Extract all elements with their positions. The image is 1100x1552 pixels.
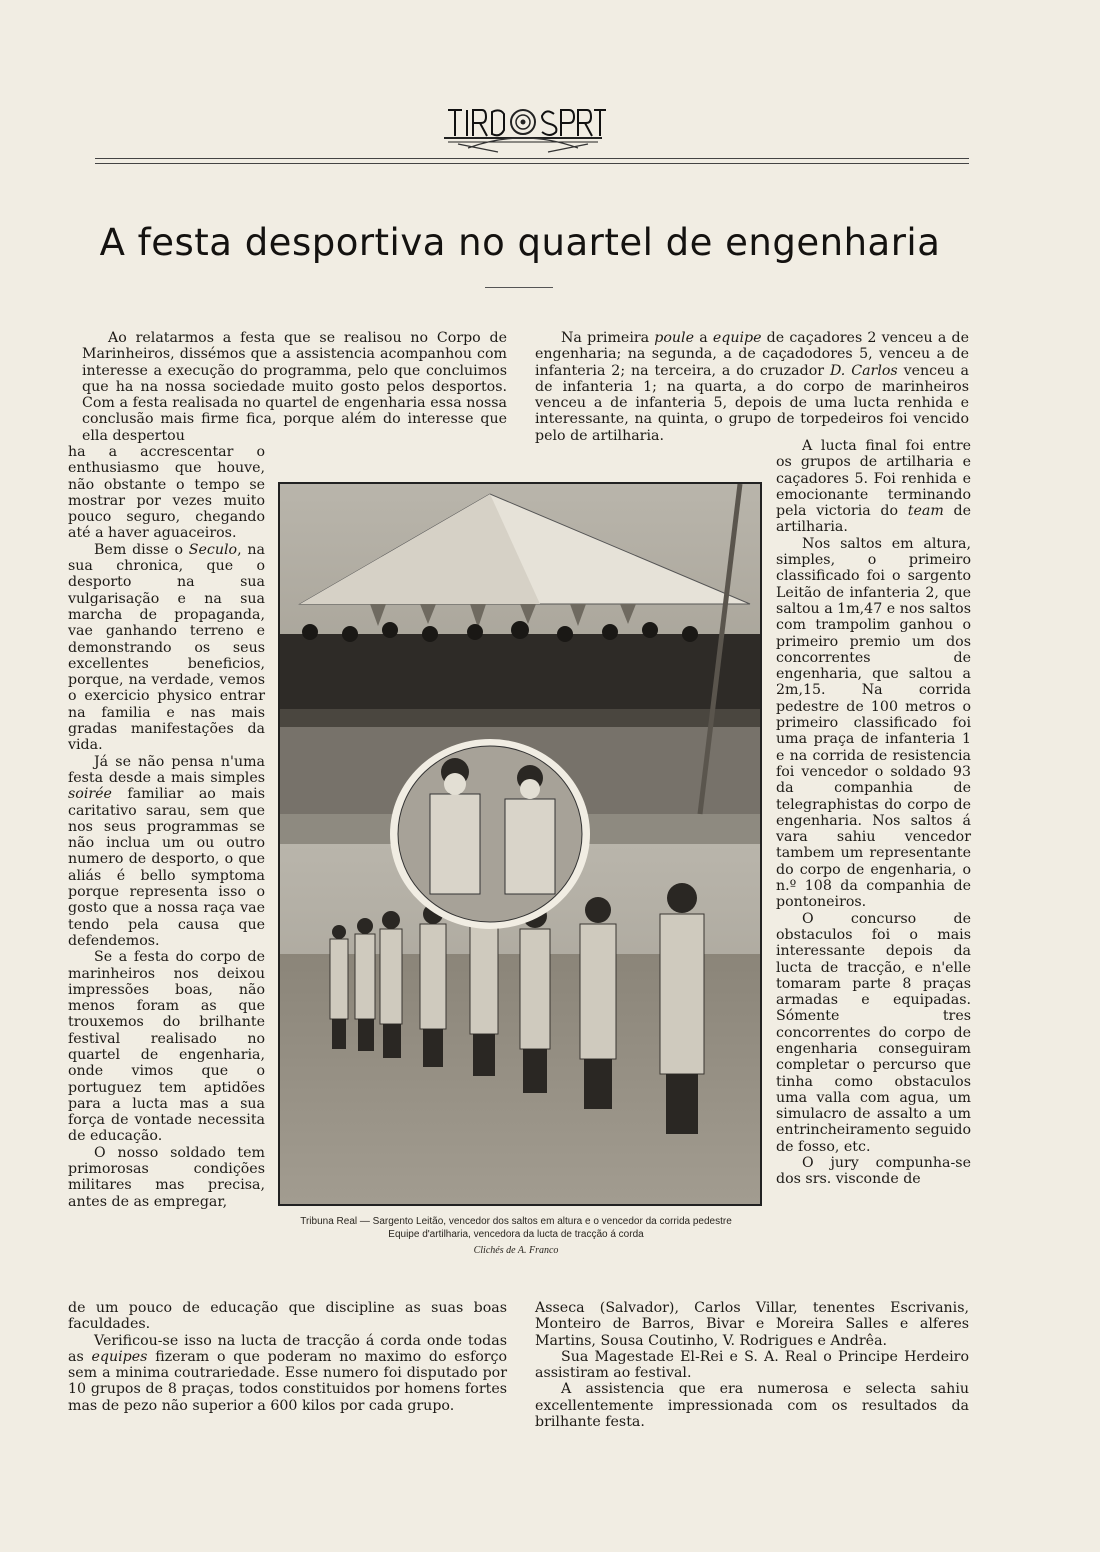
- paragraph: Verificou-se isso na lucta de tracção á corda onde todas as equipes fizeram o que poderam no maximo do esforço sem a minima coutrariedade. Esse numero foi disputado por 10 grupos de 8 praças, todos constituidos por homens fortes mas de pezo não superior a 600 kilos por cada grupo.: [68, 1332, 508, 1414]
- paragraph: Asseca (Salvador), Carlos Villar, tenentes Escrivanis, Monteiro de Barros, Bivar e Moreira Salles e alferes Martins, Sousa Coutinho, V. Rodrigues e Andrêa.: [535, 1300, 969, 1349]
- title-divider: [485, 287, 553, 288]
- paragraph: O concurso de obstaculos foi o mais interessante depois da lucta de tracção, e n'elle tomaram parte 8 praças armadas e equipadas. Sómente tres concorrentes do corpo de engenharia conseguiram completar o percurso que tinha como obstaculos uma valla com agua, um simulacro de assalto a um entrincheiramento seguido de fosso, etc.: [776, 910, 971, 1155]
- paragraph: ha a accrescentar o enthusiasmo que houve, não obstante o tempo se mostrar por vezes muito pouco seguro, chegando até a haver aguaceiros.: [68, 444, 265, 542]
- paragraph: Ao relatarmos a festa que se realisou no Corpo de Marinheiros, dissémos que a assistencia acompanhou com interesse a execução do programma, pelo que concluimos que ha na nossa sociedade muito gosto pelos desportos. Com a festa realisada no quartel de engenharia essa nossa conclusão mais firme fica, porque além do interesse que ella despertou: [82, 330, 507, 444]
- paragraph: Nos saltos em altura, simples, o primeiro classificado foi o sargento Leitão de infanteria 2, que saltou a 1m,47 e nos saltos com trampolim ganhou o primeiro premio um dos concorrentes de engenharia, que saltou a 2m,15. Na corrida pedestre de 100 metros o primeiro classificado foi uma praça de infanteria 1 e na corrida de resistencia foi vencedor o soldado 93 da companhia de telegraphistas do corpo de engenharia. Nos saltos á vara sahiu vencedor tambem um representante do corpo de engenharia, o n.º 108 da companhia de pontoneiros.: [776, 535, 971, 911]
- right-column-bottom: [535, 1300, 969, 1430]
- caption-line: Equipe d'artilharia, vencedora da lucta de tracção á corda: [388, 1229, 644, 1240]
- paragraph: A lucta final foi entre os grupos de artilharia e caçadores 5. Foi renhida e emocionante terminando pela victoria do team de artilharia.: [776, 438, 971, 536]
- paragraph: Sua Magestade El-Rei e S. A. Real o Principe Herdeiro assistiram ao festival.: [535, 1348, 969, 1382]
- paragraph: Bem disse o Seculo, na sua chronica, que o desporto na sua vulgarisação e na sua marcha de propaganda, vae ganhando terreno e demonstrando os seus excellentes beneficios, porque, na verdade, vemos o exercicio physico entrar na familia e nas mais gradas manifestações da vida.: [68, 541, 265, 754]
- paragraph: Se a festa do corpo de marinheiros nos deixou impressões boas, não menos foram as que trouxemos do brilhante festival realisado no quartel de engenharia, onde vimos que o portuguez tem aptidões para a lucta mas a sua força de vontade necessita de educação.: [68, 949, 265, 1145]
- right-column-top: [535, 330, 969, 444]
- paragraph: Na primeira poule a equipe de caçadores 2 venceu a de engenharia; na segunda, a de caçadodores 5, venceu a de infanteria 2; na terceira, a do cruzador D. Carlos venceu a de infanteria 1; na quarta, a do corpo de marinheiros venceu a de infanteria 5, depois de uma lucta renhida e interessante, na quinta, o grupo de torpedeiros foi vencido pelo de artilharia.: [535, 330, 970, 444]
- paragraph: O jury compunha-se dos srs. visconde de: [776, 1155, 971, 1188]
- photo-montage: [278, 482, 762, 1206]
- header-rule: [95, 158, 969, 159]
- header-rule: [95, 163, 969, 164]
- paragraph: O nosso soldado tem primorosas condições militares mas precisa, antes de as empregar,: [68, 1144, 265, 1210]
- photo-credit: Clichés de A. Franco: [473, 1245, 559, 1256]
- paragraph: de um pouco de educação que discipline as suas boas faculdades.: [68, 1300, 507, 1333]
- right-column-narrow: [776, 438, 971, 1188]
- left-column-bottom: [68, 1300, 507, 1414]
- caption-line: Tribuna Real — Sargento Leitão, vencedor dos saltos em altura e o vencedor da corrida pedestre: [300, 1216, 732, 1227]
- paragraph: A assistencia que era numerosa e selecta sahiu excellentemente impressionada com os resultados da brilhante festa.: [535, 1381, 969, 1431]
- left-column-intro: [82, 330, 507, 444]
- left-column-narrow: [68, 444, 265, 1210]
- photo-montage-image: [280, 484, 760, 1204]
- paragraph: Já se não pensa n'uma festa desde a mais simples soirée familiar ao mais caritativo sarau, sem que nos seus programmas se não inclua um ou outro numero de desporto, o que aliás é bello symptoma porque representa isso o gosto que a nossa raça vae tendo pela causa que defendemos.: [68, 753, 265, 949]
- article-title: A festa desportiva no quartel de engenharia: [99, 220, 941, 264]
- masthead-logo: [438, 98, 608, 154]
- photo-caption: [256, 1215, 776, 1257]
